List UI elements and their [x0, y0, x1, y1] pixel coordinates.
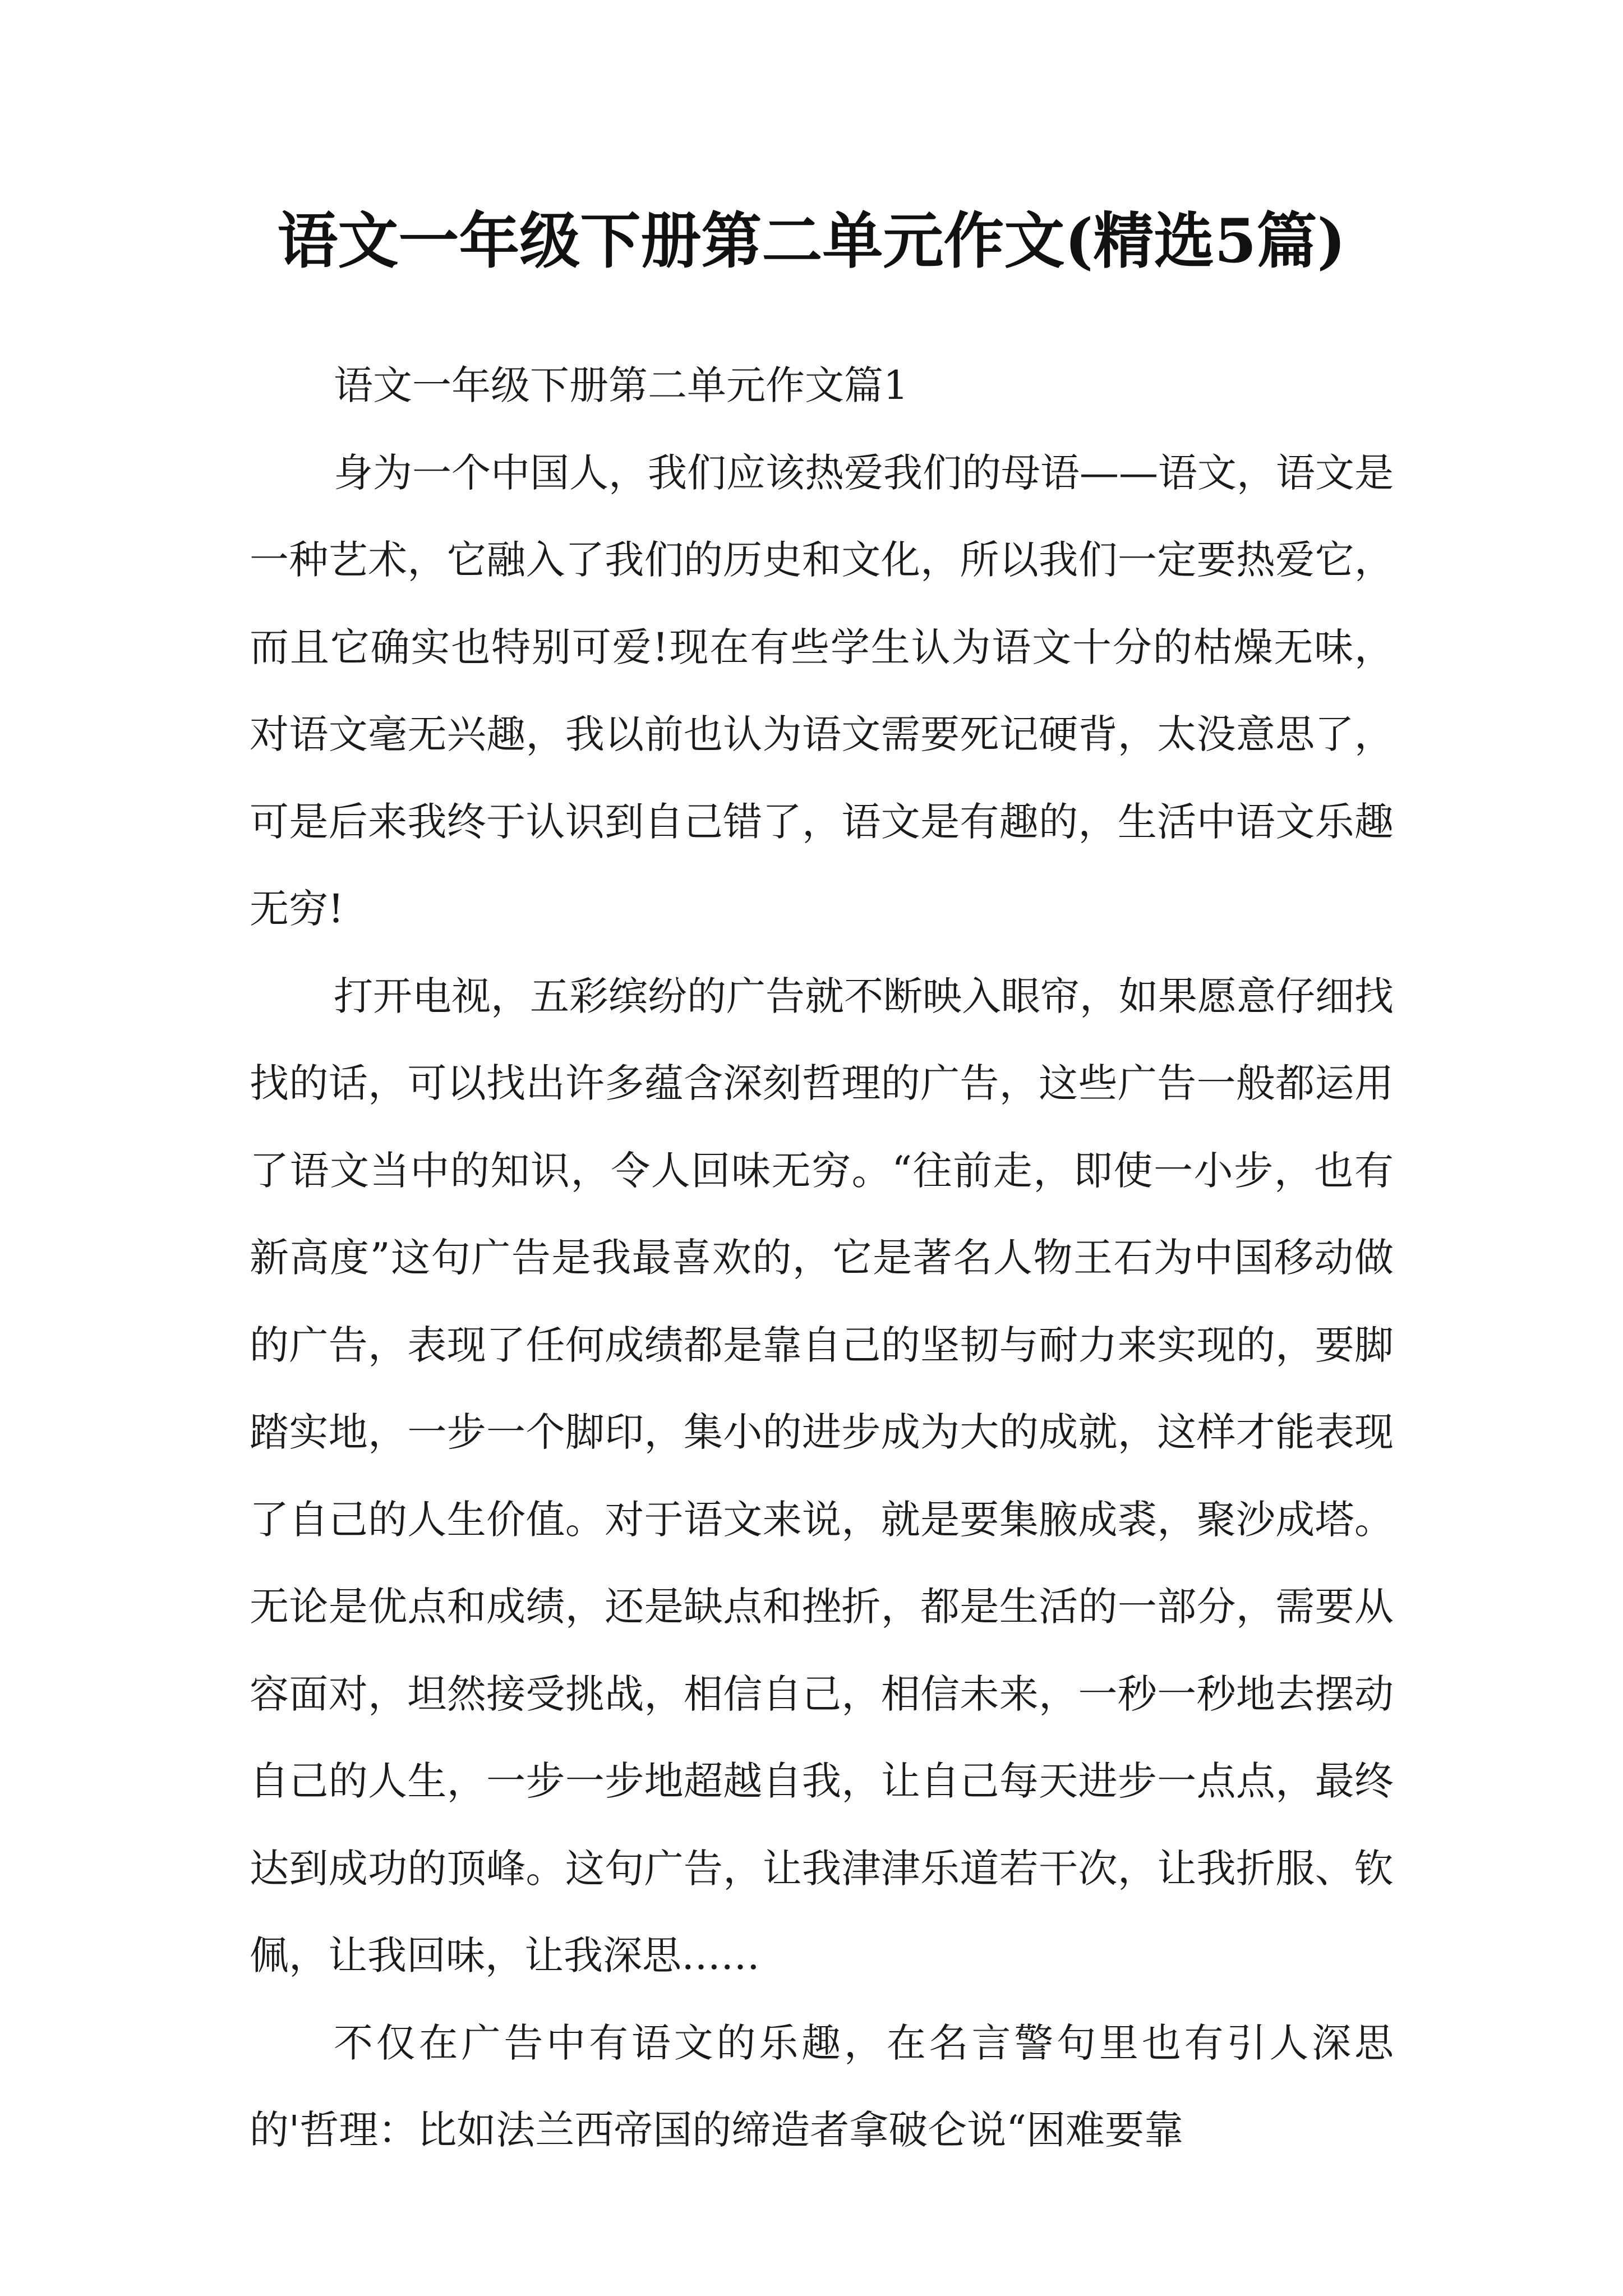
- paragraph: 身为一个中国人，我们应该热爱我们的母语——语文，语文是一种艺术，它融入了我们的历史和文化，所以我们一定要热爱它，而且它确实也特别可爱!现在有些学生认为语文十分的枯燥无味，对语文毫无兴趣，我以前也认为语文需要死记硬背，太没意思了，可是后来我终于认识到自己错了，语文是有趣的，生活中语文乐趣无穷!: [250, 449, 1394, 932]
- paragraph: 不仅在广告中有语文的乐趣，在名言警句里也有引人深思的'哲理：比如法兰西帝国的缔造者拿破仑说“困难要靠: [250, 2019, 1394, 2153]
- section-heading: 语文一年级下册第二单元作文篇1: [334, 362, 909, 408]
- document-title: 语文一年级下册第二单元作文(精选5篇): [277, 206, 1346, 277]
- paragraph: 打开电视，五彩缤纷的广告就不断映入眼帘，如果愿意仔细找找的话，可以找出许多蕴含深刻哲理的广告，这些广告一般都运用了语文当中的知识，令人回味无穷。“往前走，即使一小步，也有新高度”这句广告是我最喜欢的，它是著名人物王石为中国移动做的广告，表现了任何成绩都是靠自己的坚韧与耐力来实现的，要脚踏实地，一步一个脚印，集小的进步成为大的成就，这样才能表现了自己的人生价值。对于语文来说，就是要集腋成裘，聚沙成塔。无论是优点和成绩，还是缺点和挫折，都是生活的一部分，需要从容面对，坦然接受挑战，相信自己，相信未来，一秒一秒地去摆动自己的人生，一步一步地超越自我，让自己每天进步一点点，最终达到成功的顶峰。这句广告，让我津津乐道若干次，让我折服、钦佩，让我回味，让我深思……: [250, 973, 1394, 1978]
- document-body: [250, 342, 1394, 2174]
